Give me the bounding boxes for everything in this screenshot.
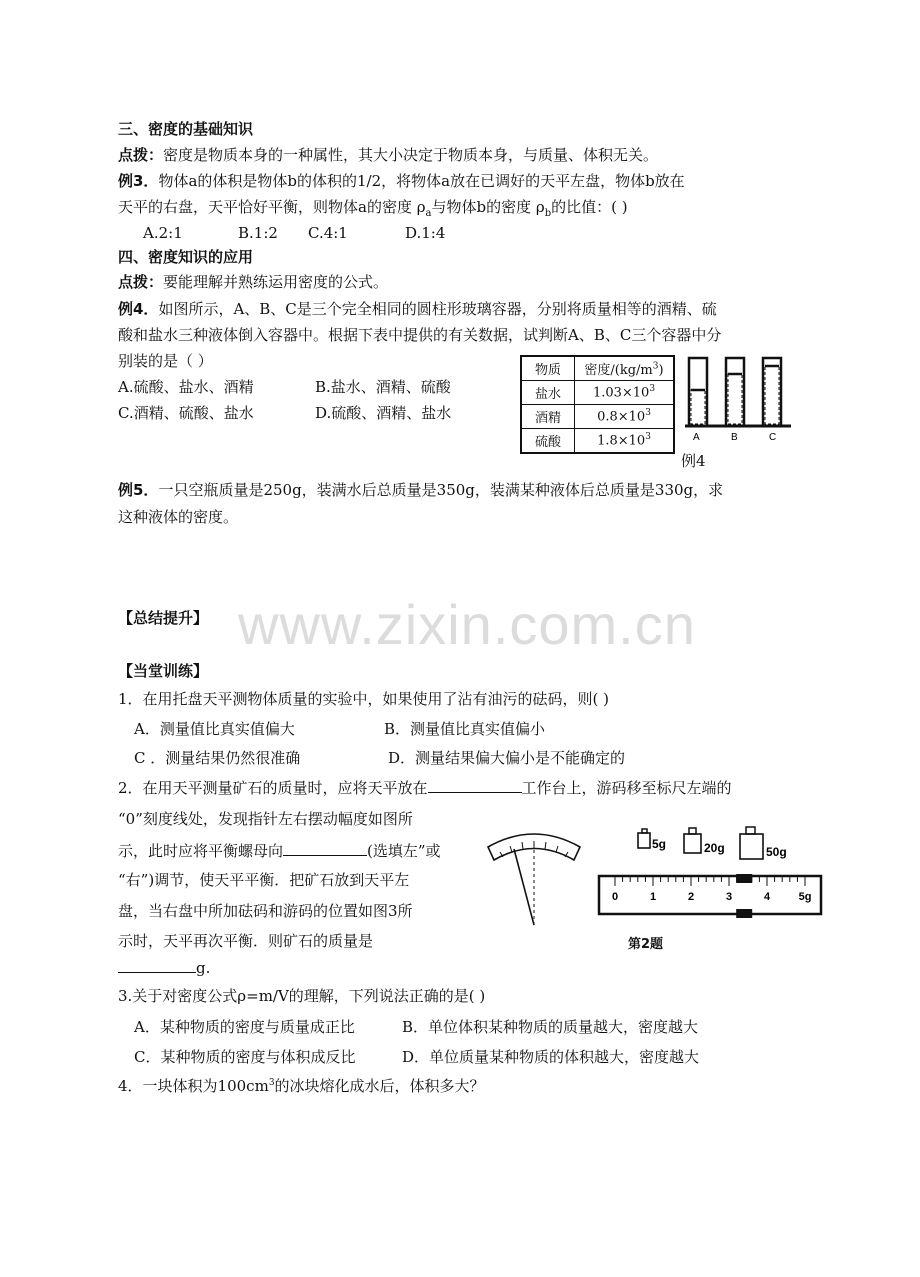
rider-scale-labels xyxy=(612,891,811,903)
question3-text: 3.关于对密度公式ρ=m/V的理解，下列说法正确的是( ) xyxy=(118,987,486,1005)
question2-line1 xyxy=(118,777,732,799)
example5-text-1: 一只空瓶质量是250g，装满水后总质量是350g，装满某种液体后总质量是330g，求 xyxy=(158,481,724,499)
example3-text-2b: 与物体b的密度 ρ xyxy=(431,198,545,216)
example3-line1 xyxy=(118,170,685,192)
question2-line2: “0”刻度线处，发现指针左右摆动幅度如图所 xyxy=(118,810,413,828)
table-cell-value: $0.8\times 10^3$ xyxy=(575,405,675,429)
example4-text-1: 如图所示，A、B、C是三个完全相同的圆柱形玻璃容器，分别将质量相等的酒精、硫 xyxy=(158,300,717,318)
rider-scale-ticks xyxy=(615,876,805,886)
question1-text: 1．在用托盘天平测物体质量的实验中，如果使用了沾有油污的砝码，则( ) xyxy=(118,690,610,708)
example4-line2: 酸和盐水三种液体倒入容器中。根据下表中提供的有关数据，试判断A、B、C三个容器中分 xyxy=(118,326,722,344)
rider-scale-frame xyxy=(599,876,821,914)
example3-option-c: C.4:1 xyxy=(308,224,348,242)
example5-label: 例5． xyxy=(118,481,159,499)
container-c xyxy=(763,358,781,426)
section4-heading: 四、密度知识的应用 xyxy=(118,248,254,266)
balance-dial-figure xyxy=(484,825,584,930)
table-head-substance: 物质 xyxy=(521,356,575,381)
example5-line1 xyxy=(118,479,723,501)
scale-label-4: 4 xyxy=(763,891,771,903)
table-cell-value: $1.8\times 10^3$ xyxy=(575,429,675,454)
scale-label-1: 1 xyxy=(649,891,657,903)
watermark: www.zixin.com.cn xyxy=(238,593,696,656)
pointer-needle xyxy=(514,849,534,925)
answer-blank-direction[interactable] xyxy=(283,840,367,856)
example3-options xyxy=(143,222,445,244)
tip-text: 要能理解并熟练运用密度的公式。 xyxy=(163,273,389,291)
density-table-header xyxy=(521,356,674,381)
table-cell-name: 硫酸 xyxy=(521,429,575,454)
weights-scale-figure xyxy=(595,825,827,923)
question4-superscript: 3 xyxy=(268,1078,275,1088)
containers-figure xyxy=(683,352,793,444)
answer-blank-worktable[interactable] xyxy=(428,777,522,793)
weight-label-50g: 50g xyxy=(766,845,787,859)
question2-line4: “右”)调节，使天平平衡．把矿石放到天平左 xyxy=(118,871,410,889)
section3-heading: 三、密度的基础知识 xyxy=(118,120,254,138)
question1-option-c: C ．测量结果仍然很准确 xyxy=(134,749,301,767)
table-cell-name: 酒精 xyxy=(521,405,575,429)
question2-line3 xyxy=(118,840,441,862)
tip-text: 密度是物质本身的一种属性，其大小决定于物质本身，与质量、体积无关。 xyxy=(163,146,659,164)
question2-text-3a: 示，此时应将平衡螺母向 xyxy=(118,842,284,860)
question4-text xyxy=(118,1072,485,1097)
question2-line6: 示时，天平再次平衡．则矿石的质量是 xyxy=(118,932,374,950)
question4-text-b: 的冰块熔化成水后，体积多大？ xyxy=(274,1077,485,1095)
rider-top xyxy=(736,874,752,883)
example4-line1 xyxy=(118,298,717,320)
section4-tip xyxy=(118,271,388,293)
tip-label: 点拨： xyxy=(118,146,164,164)
scale-label-5: 5g xyxy=(798,891,812,903)
table-row xyxy=(521,405,674,429)
example4-line3: 别装的是（ ） xyxy=(118,352,213,370)
weight-20g xyxy=(684,828,725,855)
answer-blank-mass[interactable] xyxy=(118,957,196,973)
weight-label-20g: 20g xyxy=(704,841,725,855)
container-a xyxy=(689,358,707,426)
table-row xyxy=(521,381,674,405)
question2-line5: 盘，当右盘中所加砝码和游码的位置如图3所 xyxy=(118,902,413,920)
question1-option-b: B．测量值比真实值偏小 xyxy=(384,720,546,738)
figure-caption-example4: 例4 xyxy=(681,452,706,470)
question3-option-d: D．单位质量某种物质的体积越大，密度越大 xyxy=(402,1048,700,1066)
container-label-c: C xyxy=(769,432,777,443)
question2-text-1b: 工作台上，游码移至标尺左端的 xyxy=(521,779,732,797)
question2-text-1a: 2．在用天平测量矿石的质量时，应将天平放在 xyxy=(118,779,428,797)
example4-option-b: B.盐水、酒精、硫酸 xyxy=(315,378,451,396)
question2-line7 xyxy=(118,957,210,979)
summary-heading: 【总结提升】 xyxy=(118,609,209,627)
example3-text-1: 物体a的体积是物体b的体积的1/2，将物体a放在已调好的天平左盘，物体b放在 xyxy=(158,172,685,190)
practice-heading: 【当堂训练】 xyxy=(118,662,209,680)
section3-tip xyxy=(118,144,658,166)
table-head-density: 密度$/(kg/m^3)$ xyxy=(575,356,675,381)
weight-5g xyxy=(638,829,666,851)
rho-subscript-a: a xyxy=(425,208,432,219)
example4-option-c: C.酒精、硫酸、盐水 xyxy=(118,404,254,422)
rider-bottom xyxy=(736,909,752,918)
density-table xyxy=(520,355,675,454)
weight-50g xyxy=(740,827,787,859)
question3-option-a: A．某种物质的密度与质量成正比 xyxy=(134,1018,355,1036)
weight-label-5g: 5g xyxy=(652,837,667,851)
example4-option-d: D.硫酸、酒精、盐水 xyxy=(315,404,452,422)
example3-line2 xyxy=(118,196,628,225)
question1-option-a: A．测量值比真实值偏大 xyxy=(134,720,295,738)
scale-label-2: 2 xyxy=(687,891,695,903)
scale-label-0: 0 xyxy=(611,891,619,903)
tip-label: 点拨： xyxy=(118,273,164,291)
example3-option-d: D.1:4 xyxy=(405,224,446,242)
table-cell-name: 盐水 xyxy=(521,381,575,405)
question1-option-d: D．测量结果偏大偏小是不能确定的 xyxy=(388,749,626,767)
container-label-a: A xyxy=(693,432,700,443)
table-cell-value: $1.03\times 10^3$ xyxy=(575,381,675,405)
question3-option-c: C．某种物质的密度与体积成反比 xyxy=(134,1048,356,1066)
example3-option-a: A.2:1 xyxy=(143,224,183,242)
example3-label: 例3． xyxy=(118,172,159,190)
example5-line2: 这种液体的密度。 xyxy=(118,508,239,526)
example4-option-a: A.硫酸、盐水、酒精 xyxy=(118,378,254,396)
container-b xyxy=(726,358,744,426)
rho-subscript-b: b xyxy=(544,208,552,219)
example3-option-b: B.1:2 xyxy=(238,224,278,242)
question4-text-a: 4．一块体积为100cm xyxy=(118,1077,269,1095)
question3-option-b: B．单位体积某种物质的质量越大，密度越大 xyxy=(402,1018,699,1036)
scale-label-3: 3 xyxy=(725,891,733,903)
example4-label: 例4． xyxy=(118,300,159,318)
example3-text-2a: 天平的右盘，天平恰好平衡，则物体a的密度 ρ xyxy=(118,198,426,216)
question2-text-7: g. xyxy=(196,959,211,977)
table-row xyxy=(521,429,674,454)
question2-text-3b: (选填左”或 xyxy=(367,842,441,860)
figure-caption-q2: 第2题 xyxy=(628,937,664,952)
container-label-b: B xyxy=(731,432,738,443)
example3-text-2c: 的比值：( ) xyxy=(551,198,628,216)
